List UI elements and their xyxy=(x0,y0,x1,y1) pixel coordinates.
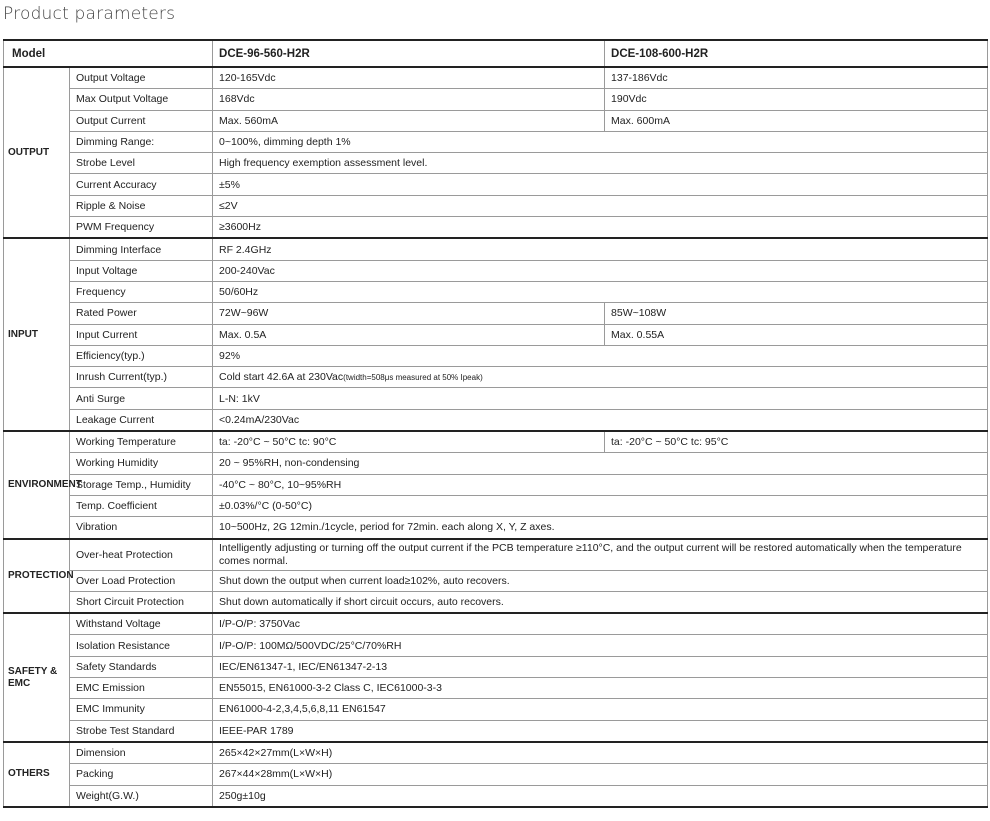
parameter-value: EN55015, EN61000-3-2 Class C, IEC61000-3-3 xyxy=(213,678,988,699)
value-text: Cold start 42.6A at 230Vac xyxy=(219,370,344,383)
parameter-value: High frequency exemption assessment level. xyxy=(213,153,988,174)
group-label: ENVIRONMENT xyxy=(4,431,70,538)
parameter-name: Ripple & Noise xyxy=(70,195,213,216)
parameter-value: IEC/EN61347-1, IEC/EN61347-2-13 xyxy=(213,656,988,677)
parameter-value: 20 ~ 95%RH, non-condensing xyxy=(213,453,988,474)
table-row xyxy=(4,678,988,699)
group-label: OTHERS xyxy=(4,742,70,807)
parameter-value: 267×44×28mm(L×W×H) xyxy=(213,764,988,785)
model-a-header: DCE-96-560-H2R xyxy=(213,40,605,67)
table-row xyxy=(4,474,988,495)
model-b-value: Max. 0.55A xyxy=(605,324,988,345)
parameter-value: 250g±10g xyxy=(213,785,988,807)
table-row xyxy=(4,742,988,764)
product-parameters-table xyxy=(3,39,988,808)
parameter-name: Strobe Level xyxy=(70,153,213,174)
model-b-value: 85W~108W xyxy=(605,303,988,324)
table-row xyxy=(4,431,988,453)
model-a-value: ta: -20°C ~ 50°C tc: 90°C xyxy=(213,431,605,453)
table-row xyxy=(4,238,988,260)
parameter-value: ±0.03%/°C (0-50°C) xyxy=(213,495,988,516)
parameter-name: PWM Frequency xyxy=(70,217,213,239)
table-row xyxy=(4,131,988,152)
group-label: SAFETY & EMC xyxy=(4,613,70,742)
parameter-name: Working Humidity xyxy=(70,453,213,474)
parameter-name: Weight(G.W.) xyxy=(70,785,213,807)
value-note: (twidth=508μs measured at 50% Ipeak) xyxy=(343,372,483,382)
parameter-value: 50/60Hz xyxy=(213,281,988,302)
parameter-name: Safety Standards xyxy=(70,656,213,677)
parameter-name: Strobe Test Standard xyxy=(70,720,213,742)
model-b-header: DCE-108-600-H2R xyxy=(605,40,988,67)
model-header: Model xyxy=(4,40,213,67)
parameter-name: Packing xyxy=(70,764,213,785)
parameter-name: EMC Emission xyxy=(70,678,213,699)
table-row xyxy=(4,591,988,613)
parameter-name: Vibration xyxy=(70,517,213,539)
table-row xyxy=(4,281,988,302)
table-row xyxy=(4,303,988,324)
table-row xyxy=(4,495,988,516)
parameter-value: EN61000-4-2,3,4,5,6,8,11 EN61547 xyxy=(213,699,988,720)
model-a-value: 168Vdc xyxy=(213,89,605,110)
table-row xyxy=(4,67,988,89)
parameter-name: Output Current xyxy=(70,110,213,131)
parameter-value: Shut down automatically if short circuit occurs, auto recovers. xyxy=(213,591,988,613)
group-label: OUTPUT xyxy=(4,67,70,238)
table-row xyxy=(4,656,988,677)
table-row xyxy=(4,89,988,110)
parameter-value: I/P-O/P: 3750Vac xyxy=(213,613,988,635)
parameter-name: Dimension xyxy=(70,742,213,764)
parameter-name: Over-heat Protection xyxy=(70,539,213,571)
parameter-value: 265×42×27mm(L×W×H) xyxy=(213,742,988,764)
model-b-value: Max. 600mA xyxy=(605,110,988,131)
parameter-name: Frequency xyxy=(70,281,213,302)
parameter-name: Max Output Voltage xyxy=(70,89,213,110)
table-row xyxy=(4,517,988,539)
table-row xyxy=(4,195,988,216)
parameter-name: Storage Temp., Humidity xyxy=(70,474,213,495)
parameter-value: -40°C ~ 80°C, 10~95%RH xyxy=(213,474,988,495)
parameter-value xyxy=(213,367,988,388)
table-row xyxy=(4,217,988,239)
parameter-value: <0.24mA/230Vac xyxy=(213,409,988,431)
parameter-value: 92% xyxy=(213,345,988,366)
parameter-value: ≥3600Hz xyxy=(213,217,988,239)
table-row xyxy=(4,153,988,174)
table-row xyxy=(4,539,988,571)
group-label: INPUT xyxy=(4,238,70,431)
table-row xyxy=(4,324,988,345)
parameter-value: Shut down the output when current load≥102%, auto recovers. xyxy=(213,570,988,591)
parameter-value: Intelligently adjusting or turning off the output current if the PCB temperature ≥110°C, and the output current will be restored automatically when the temperature comes normal. xyxy=(213,539,988,571)
parameter-name: Withstand Voltage xyxy=(70,613,213,635)
parameter-name: Short Circuit Protection xyxy=(70,591,213,613)
table-row xyxy=(4,174,988,195)
parameter-value: ±5% xyxy=(213,174,988,195)
model-a-value: Max. 560mA xyxy=(213,110,605,131)
parameter-value: ≤2V xyxy=(213,195,988,216)
model-b-value: ta: -20°C ~ 50°C tc: 95°C xyxy=(605,431,988,453)
table-row xyxy=(4,367,988,388)
parameter-name: Dimming Interface xyxy=(70,238,213,260)
parameter-name: Working Temperature xyxy=(70,431,213,453)
parameter-name: Current Accuracy xyxy=(70,174,213,195)
parameter-value: I/P-O/P: 100MΩ/500VDC/25°C/70%RH xyxy=(213,635,988,656)
table-row xyxy=(4,570,988,591)
parameter-name: Dimming Range: xyxy=(70,131,213,152)
parameter-name: Temp. Coefficient xyxy=(70,495,213,516)
parameter-name: Efficiency(typ.) xyxy=(70,345,213,366)
table-row xyxy=(4,635,988,656)
parameter-name: Input Current xyxy=(70,324,213,345)
parameter-name: Rated Power xyxy=(70,303,213,324)
parameter-value: IEEE-PAR 1789 xyxy=(213,720,988,742)
parameter-name: Isolation Resistance xyxy=(70,635,213,656)
table-row xyxy=(4,764,988,785)
table-row xyxy=(4,110,988,131)
table-row xyxy=(4,260,988,281)
model-a-value: 120-165Vdc xyxy=(213,67,605,89)
parameter-value: 0~100%, dimming depth 1% xyxy=(213,131,988,152)
table-row xyxy=(4,409,988,431)
model-a-value: Max. 0.5A xyxy=(213,324,605,345)
parameter-name: Input Voltage xyxy=(70,260,213,281)
parameter-name: Over Load Protection xyxy=(70,570,213,591)
table-row xyxy=(4,388,988,409)
table-row xyxy=(4,453,988,474)
parameter-name: EMC Immunity xyxy=(70,699,213,720)
parameter-value: 200-240Vac xyxy=(213,260,988,281)
parameter-name: Inrush Current(typ.) xyxy=(70,367,213,388)
parameter-name: Leakage Current xyxy=(70,409,213,431)
table-row xyxy=(4,720,988,742)
table-row xyxy=(4,785,988,807)
model-a-value: 72W~96W xyxy=(213,303,605,324)
parameter-value: 10~500Hz, 2G 12min./1cycle, period for 72min. each along X, Y, Z axes. xyxy=(213,517,988,539)
group-label: PROTECTION xyxy=(4,539,70,614)
model-b-value: 190Vdc xyxy=(605,89,988,110)
table-row xyxy=(4,613,988,635)
page-title: Product parameters xyxy=(3,4,176,24)
parameter-name: Anti Surge xyxy=(70,388,213,409)
model-b-value: 137-186Vdc xyxy=(605,67,988,89)
parameter-name: Output Voltage xyxy=(70,67,213,89)
parameter-value: RF 2.4GHz xyxy=(213,238,988,260)
table-header-row xyxy=(4,40,988,67)
table-row xyxy=(4,345,988,366)
parameter-value: L-N: 1kV xyxy=(213,388,988,409)
table-row xyxy=(4,699,988,720)
